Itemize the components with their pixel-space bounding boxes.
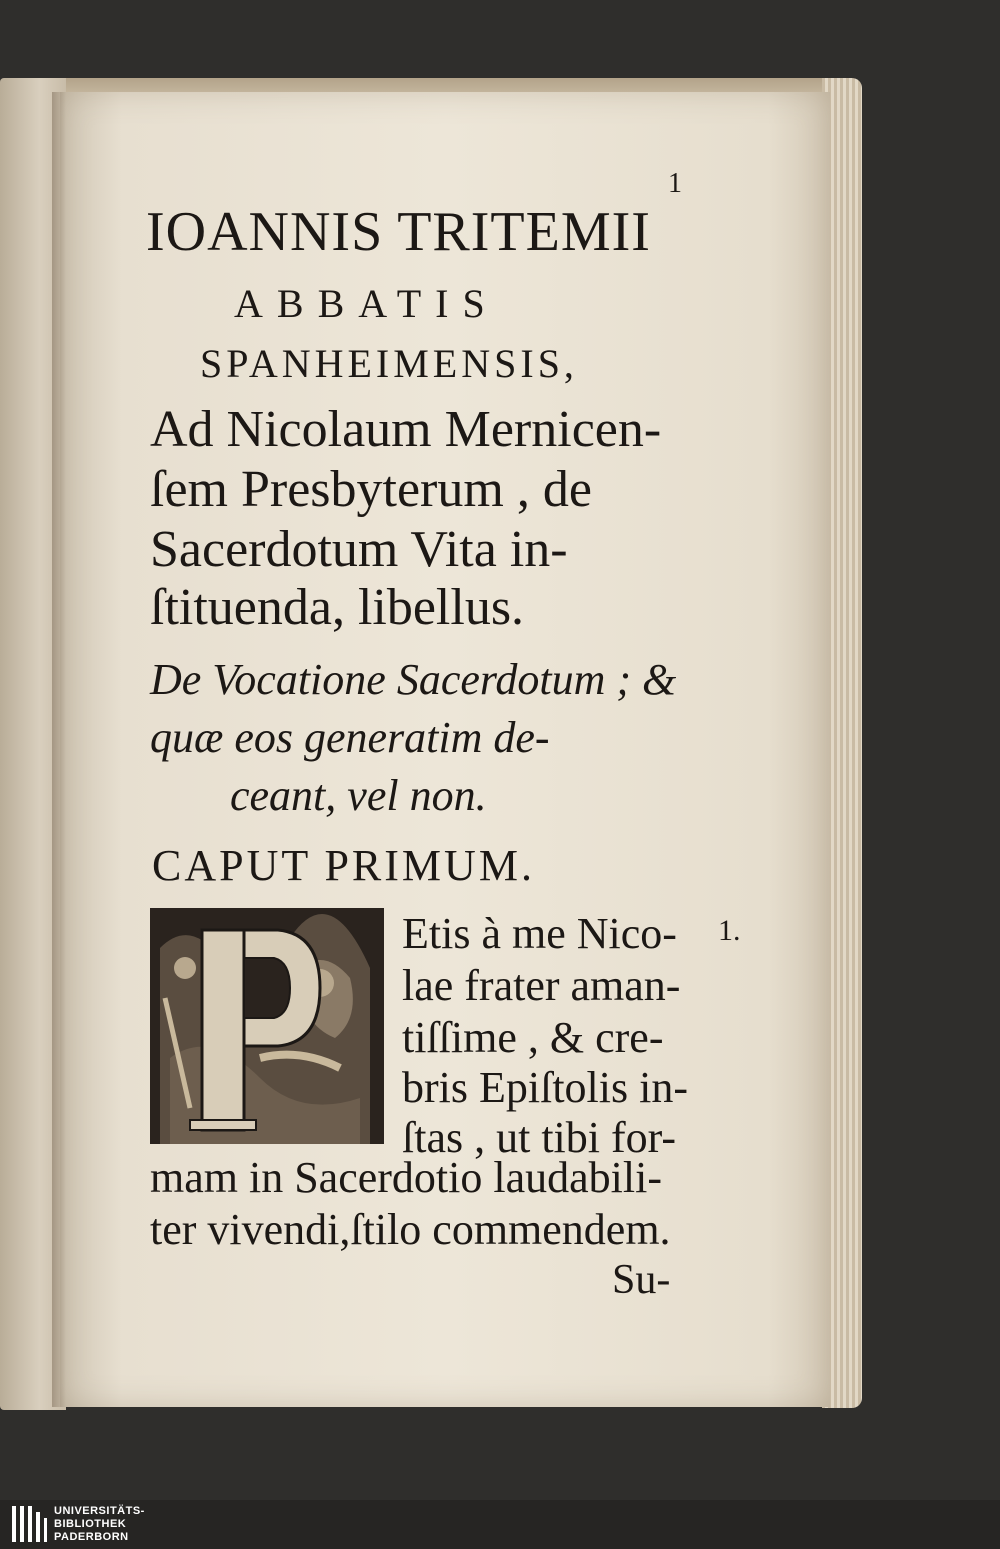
- body-line-1: Etis à me Nico-: [402, 909, 677, 958]
- library-name-line-1: UNIVERSITÄTS-: [54, 1505, 145, 1517]
- university-library-logo-icon: [10, 1504, 48, 1544]
- title-line-5: ſem Presbyterum , de: [150, 461, 592, 518]
- catchword: Su-: [612, 1257, 671, 1303]
- decorated-initial: [150, 908, 384, 1144]
- chapter-heading: CAPUT PRIMUM.: [152, 841, 535, 890]
- body-line-7: ter vivendi,ſtilo commendem.: [150, 1205, 671, 1254]
- title-line-1: IOANNIS TRITEMII: [146, 201, 651, 263]
- subtitle-line-1: De Vocatione Sacerdotum ; &: [150, 655, 677, 704]
- title-line-7: ſtituenda, libellus.: [150, 579, 525, 636]
- body-line-5: ſtas , ut tibi for-: [402, 1113, 677, 1162]
- body-line-6: mam in Sacerdotio laudabili-: [150, 1153, 662, 1202]
- library-name: [54, 1505, 145, 1544]
- subtitle-line-3: ceant, vel non.: [230, 771, 487, 820]
- subtitle-line-2: quæ eos generatim de-: [150, 713, 550, 762]
- title-line-3: SPANHEIMENSIS,: [200, 341, 578, 386]
- margin-number: 1.: [718, 914, 741, 947]
- title-line-4: Ad Nicolaum Mernicen-: [150, 401, 662, 458]
- title-line-2: ABBATIS: [234, 281, 499, 326]
- library-name-line-3: PADERBORN: [54, 1531, 129, 1543]
- title-line-6: Sacerdotum Vita in-: [150, 521, 568, 578]
- page-gutter: [52, 92, 66, 1407]
- page-number: 1: [668, 168, 682, 199]
- woodcut-illustration: [150, 908, 384, 1144]
- body-line-4: bris Epiſtolis in-: [402, 1063, 688, 1112]
- body-line-3: tiſſime , & cre-: [402, 1013, 664, 1062]
- body-line-2: lae frater aman-: [402, 961, 681, 1010]
- footer-bar: [0, 1500, 1000, 1549]
- library-name-line-2: BIBLIOTHEK: [54, 1518, 127, 1530]
